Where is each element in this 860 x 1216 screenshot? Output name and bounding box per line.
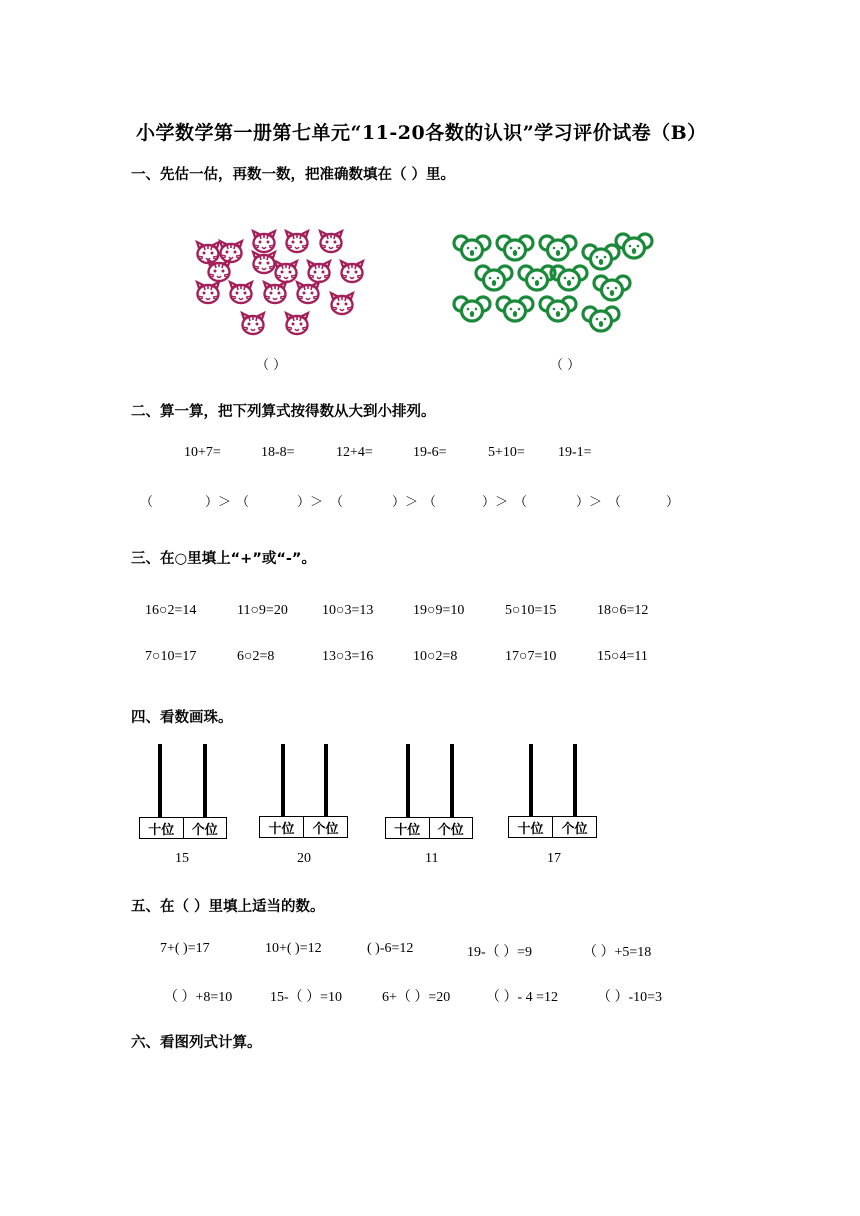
sign-question[interactable]: 15○4=11 — [597, 649, 648, 664]
tens-rod[interactable] — [158, 744, 162, 817]
section-1-heading: 一、先估一估，再数一数，把准确数填在（ ）里。 — [131, 167, 456, 183]
abacus-base — [508, 816, 597, 838]
abacus-number: 11 — [425, 851, 439, 866]
tiger-face-icon — [297, 282, 319, 303]
fill-blank-question[interactable]: ( )-6=12 — [367, 941, 414, 956]
abacus-base — [259, 816, 348, 838]
tiger-group-image — [0, 0, 860, 360]
tiger-face-icon — [341, 261, 363, 282]
expression: 10+7= — [184, 445, 221, 460]
sign-question[interactable]: 5○10=15 — [505, 603, 557, 618]
tens-label: 十位 — [517, 821, 544, 837]
abacus-number: 20 — [297, 851, 311, 866]
tens-label: 十位 — [148, 822, 175, 838]
abacus-number: 15 — [175, 851, 189, 866]
order-close-gt: ）＞ — [576, 495, 603, 510]
tens-rod[interactable] — [281, 744, 285, 816]
tiger-face-icon — [230, 282, 252, 303]
fill-blank-question[interactable]: 7+( )=17 — [160, 941, 210, 956]
order-close-gt: ）＞ — [392, 495, 419, 510]
sign-question[interactable]: 16○2=14 — [145, 603, 197, 618]
koala-face-icon — [476, 266, 512, 290]
expression: 19-1= — [558, 445, 592, 460]
ones-label: 个位 — [183, 818, 227, 838]
tens-label: 十位 — [394, 822, 421, 838]
section-6-heading: 六、看图列式计算。 — [131, 1035, 262, 1051]
expression: 19-6= — [413, 445, 447, 460]
tiger-face-icon — [308, 261, 330, 282]
order-open-paren: （ — [608, 495, 622, 510]
tiger-face-icon — [331, 293, 353, 314]
sign-question[interactable]: 10○3=13 — [322, 603, 374, 618]
sign-question[interactable]: 11○9=20 — [237, 603, 288, 618]
sign-question[interactable]: 7○10=17 — [145, 649, 197, 664]
koala-face-icon — [594, 276, 630, 300]
page-title: 小学数学第一册第七单元“11-20各数的认识”学习评价试卷（B） — [136, 122, 707, 144]
expression: 12+4= — [336, 445, 373, 460]
fill-blank-question[interactable]: 10+( )=12 — [265, 941, 322, 956]
abacus-base — [139, 817, 227, 839]
order-open-paren: （ — [236, 495, 250, 510]
order-close-gt: ）＞ — [482, 495, 509, 510]
koala-face-icon — [519, 266, 555, 290]
fill-blank-question[interactable]: （ ）-10=3 — [597, 990, 663, 1005]
tiger-face-icon — [264, 282, 286, 303]
answer-blank-koalas[interactable]: （ ） — [550, 358, 581, 373]
ones-label: 个位 — [552, 817, 596, 837]
order-open-paren: （ — [423, 495, 437, 510]
fill-blank-question[interactable]: 6+（ ）=20 — [382, 990, 451, 1005]
ones-rod[interactable] — [450, 744, 454, 817]
expression: 5+10= — [488, 445, 525, 460]
order-close-paren: ） — [666, 495, 680, 510]
tiger-face-icon — [197, 282, 219, 303]
fill-blank-question[interactable]: （ ）+5=18 — [583, 945, 652, 960]
tiger-face-icon — [253, 231, 275, 252]
tiger-face-icon — [286, 231, 308, 252]
koala-face-icon — [540, 236, 576, 260]
tiger-face-icon — [286, 313, 308, 334]
fill-blank-question[interactable]: 19-（ ）=9 — [467, 945, 533, 960]
sign-question[interactable]: 17○7=10 — [505, 649, 557, 664]
koala-face-icon — [497, 297, 533, 321]
expression: 18-8= — [261, 445, 295, 460]
section-2-heading: 二、算一算，把下列算式按得数从大到小排列。 — [131, 404, 436, 420]
ones-rod[interactable] — [203, 744, 207, 817]
sign-question[interactable]: 18○6=12 — [597, 603, 649, 618]
fill-blank-question[interactable]: （ ）- 4 =12 — [486, 990, 559, 1005]
tiger-face-icon — [253, 252, 275, 273]
fill-blank-question[interactable]: （ ）+8=10 — [164, 990, 233, 1005]
ones-rod[interactable] — [573, 744, 577, 816]
koala-face-icon — [454, 297, 490, 321]
koala-face-icon — [454, 236, 490, 260]
koala-face-icon — [497, 236, 533, 260]
fill-blank-question[interactable]: 15-（ ）=10 — [270, 990, 343, 1005]
ones-label: 个位 — [429, 818, 473, 838]
order-open-paren: （ — [330, 495, 344, 510]
answer-blank-tigers[interactable]: （ ） — [256, 358, 287, 373]
sign-question[interactable]: 13○3=16 — [322, 649, 374, 664]
tens-label: 十位 — [268, 821, 295, 837]
koala-face-icon — [583, 245, 619, 269]
tens-rod[interactable] — [406, 744, 410, 817]
koala-face-icon — [551, 266, 587, 290]
tiger-face-icon — [275, 261, 297, 282]
tens-rod[interactable] — [529, 744, 533, 816]
sign-question[interactable]: 19○9=10 — [413, 603, 465, 618]
koala-face-icon — [540, 297, 576, 321]
sign-question[interactable]: 6○2=8 — [237, 649, 275, 664]
abacus-base — [385, 817, 473, 839]
order-close-gt: ）＞ — [297, 495, 324, 510]
abacus-number: 17 — [547, 851, 561, 866]
section-4-heading: 四、看数画珠。 — [131, 710, 233, 726]
sign-question[interactable]: 10○2=8 — [413, 649, 458, 664]
section-5-heading: 五、在（ ）里填上适当的数。 — [131, 899, 325, 915]
order-open-paren: （ — [140, 495, 154, 510]
koala-face-icon — [616, 234, 652, 258]
tiger-face-icon — [320, 231, 342, 252]
ones-label: 个位 — [303, 817, 347, 837]
order-open-paren: （ — [514, 495, 528, 510]
ones-rod[interactable] — [324, 744, 328, 816]
koala-face-icon — [583, 307, 619, 331]
section-3-heading: 三、在○里填上“+”或“-”。 — [131, 551, 316, 567]
order-close-gt: ）＞ — [205, 495, 232, 510]
tiger-face-icon — [242, 313, 264, 334]
